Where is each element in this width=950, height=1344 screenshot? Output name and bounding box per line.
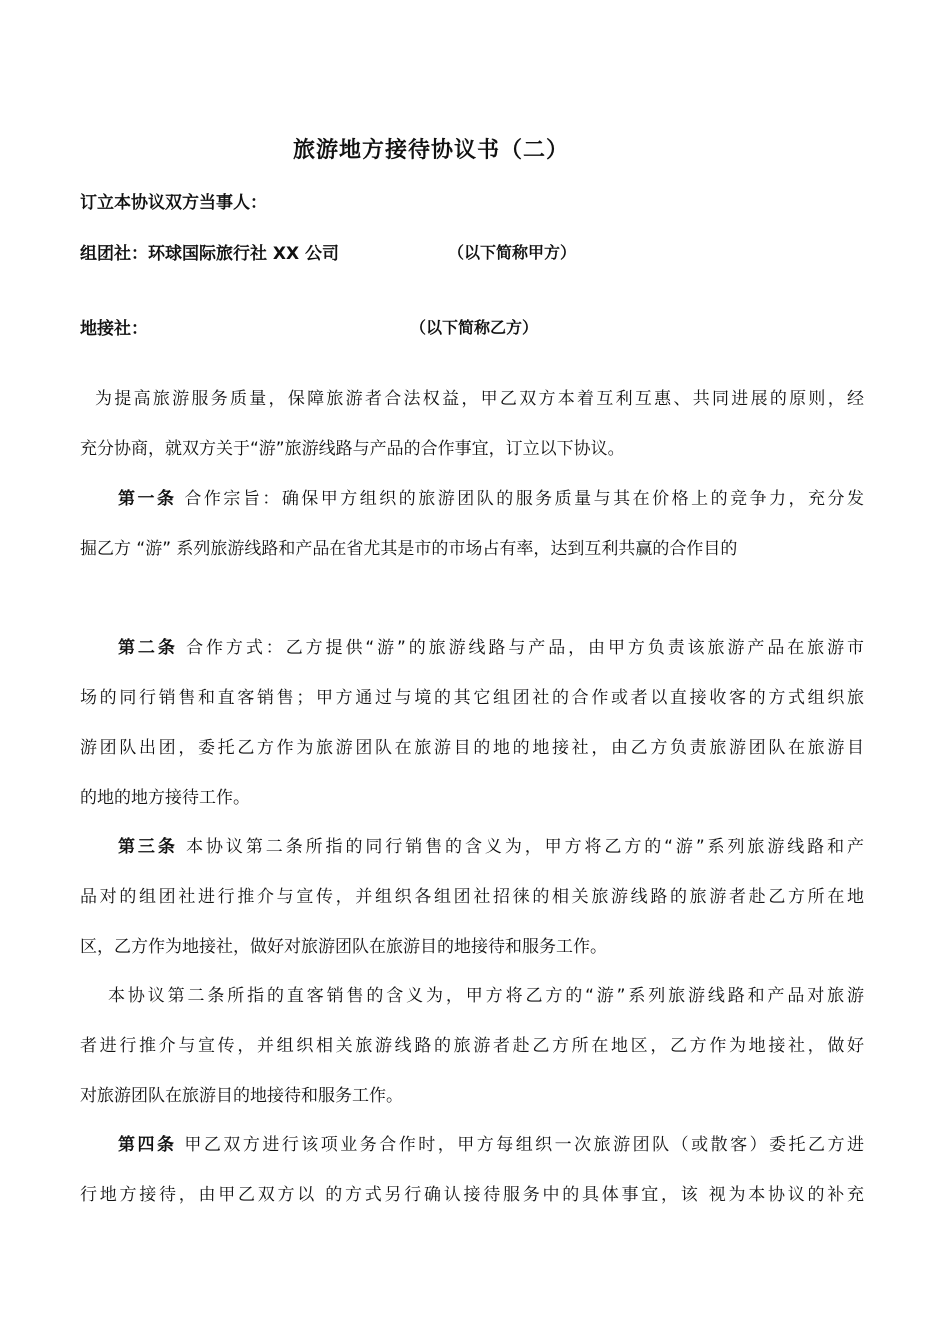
article-3-subparagraph <box>80 971 864 1121</box>
article-3 <box>80 822 864 972</box>
intro-paragraph <box>80 374 864 474</box>
article-1 <box>80 474 864 574</box>
article-line: 第一条 合作宗旨：确保甲方组织的旅游团队的服务质量与其在价格上的竞争力，充分发 <box>118 489 864 509</box>
article-line: 游团队出团，委托乙方作为旅游团队在旅游目的地的地接社，由乙方负责旅游团队在旅游目 <box>80 738 864 758</box>
article-line: 掘乙方 “游” 系列旅游线路和产品在省尤其是市的市场占有率，达到互利共赢的合作目的 <box>80 539 738 559</box>
article-line: 第二条 合作方式：乙方提供“游”的旅游线路与产品，由甲方负责该旅游产品在旅游市 <box>118 638 864 658</box>
article-line: 本协议第二条所指的直客销售的含义为，甲方将乙方的“游”系列旅游线路和产品对旅游 <box>108 986 864 1006</box>
article-label: 第二条 <box>118 638 178 658</box>
article-line: 场的同行销售和直客销售；甲方通过与境的其它组团社的合作或者以直接收客的方式组织旅 <box>80 688 864 708</box>
party-a-label: 组团社： <box>80 244 148 264</box>
article-line: 的地的地方接待工作。 <box>80 788 250 808</box>
parties-heading: 订立本协议双方当事人： <box>80 193 267 213</box>
article-label: 第一条 <box>118 489 177 509</box>
article-line: 者进行推介与宣传，并组织相关旅游线路的旅游者赴乙方所在地区，乙方作为地接社，做好 <box>80 1036 864 1056</box>
party-b-line <box>80 314 148 339</box>
party-a-abbr: （以下简称甲方） <box>448 243 577 262</box>
article-line: 对旅游团队在旅游目的地接待和服务工作。 <box>80 1086 403 1106</box>
party-a-line <box>80 239 339 264</box>
article-2 <box>80 623 864 823</box>
intro-line: 充分协商，就双方关于“游”旅游线路与产品的合作事宜，订立以下协议。 <box>80 439 625 459</box>
article-line: 第三条 本协议第二条所指的同行销售的含义为，甲方将乙方的“游”系列旅游线路和产 <box>118 837 864 857</box>
article-line: 行地方接待，由甲乙双方以 的方式另行确认接待服务中的具体事宜，该 视为本协议的补充 <box>80 1185 864 1205</box>
party-a-name: 环球国际旅行社 XX 公司 <box>148 244 340 264</box>
article-label: 第四条 <box>118 1135 177 1155</box>
article-line: 第四条 甲乙双方进行该项业务合作时，甲方每组织一次旅游团队（或散客）委托乙方进 <box>118 1135 864 1155</box>
party-b-label: 地接社： <box>80 319 148 339</box>
intro-line: 为提高旅游服务质量，保障旅游者合法权益，甲乙双方本着互利互惠、共同进展的原则，经 <box>95 389 864 409</box>
article-line: 品对的组团社进行推介与宣传，并组织各组团社招徕的相关旅游线路的旅游者赴乙方所在地 <box>80 887 864 907</box>
article-label: 第三条 <box>118 837 178 857</box>
document-title: 旅游地方接待协议书（二） <box>292 138 569 163</box>
article-4 <box>80 1120 864 1220</box>
party-b-abbr: （以下简称乙方） <box>410 318 539 337</box>
article-line: 区，乙方作为地接社，做好对旅游团队在旅游目的地接待和服务工作。 <box>80 937 607 957</box>
